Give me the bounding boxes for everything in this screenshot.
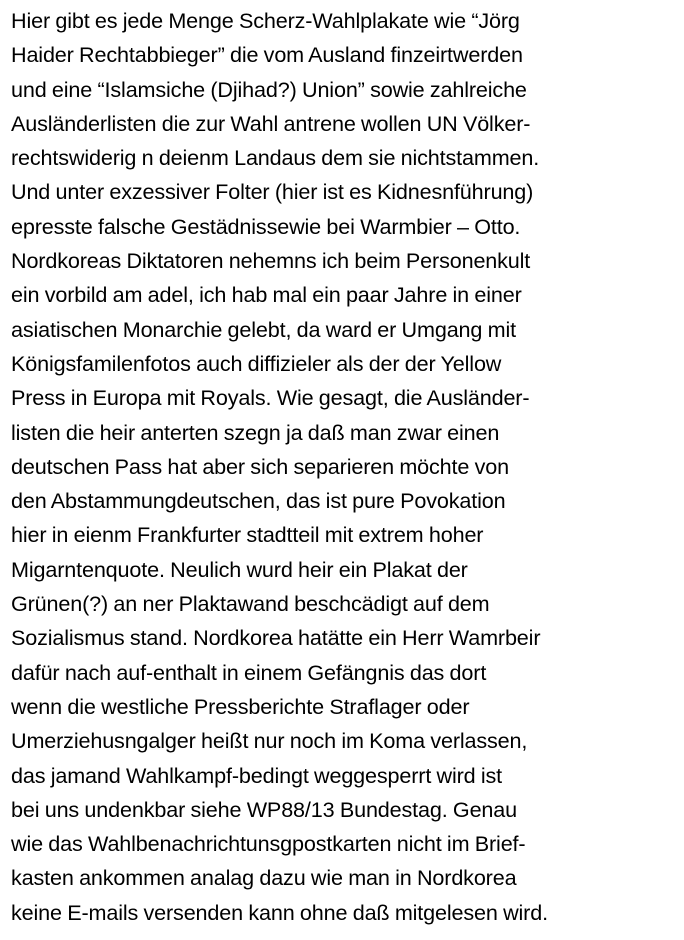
text-line: rechtswiderig n deienm Landaus dem sie nichtstammen. <box>11 145 540 171</box>
text-line: Grünen(?) an ner Plaktawand beschcädigt auf dem <box>11 591 490 617</box>
text-line: Sozialismus stand. Nordkorea hatätte ein Herr Wamrbeir <box>11 625 541 651</box>
text-line: listen die heir anterten szegn ja daß man zwar einen <box>11 419 500 445</box>
text-line: epresste falsche Gestädnissewie bei Warmbier – Otto. <box>11 213 521 239</box>
text-line: asiatischen Monarchie gelebt, da ward er Umgang mit <box>11 316 516 342</box>
text-line: Ausländerlisten die zur Wahl antrene wollen UN Völker- <box>11 110 531 136</box>
text-line: ein vorbild am adel, ich hab mal ein paar Jahre in einer <box>11 282 522 308</box>
text-line: und eine “Islamsiche (Djihad?) Union” sowie zahlreiche <box>11 76 527 102</box>
text-line: den Abstammungdeutschen, das ist pure Povokation <box>11 488 506 514</box>
text-line: bei uns undenkbar siehe WP88/13 Bundestag. Genau <box>11 796 518 822</box>
text-line: dafür nach auf-enthalt in einem Gefängnis das dort <box>11 659 487 685</box>
text-line: deutschen Pass hat aber sich separieren möchte von <box>11 453 509 479</box>
text-line: wie das Wahlbenachrichtunsgpostkarten nicht im Brief- <box>11 831 526 857</box>
text-line: Nordkoreas Diktatoren nehemns ich beim Personenkult <box>11 248 531 274</box>
text-line: Haider Rechtabbieger” die vom Ausland finzeirtwerden <box>11 42 523 68</box>
text-line: Migarntenquote. Neulich wurd heir ein Plakat der <box>11 556 468 582</box>
text-line: das jamand Wahlkampf-bedingt weggesperrt wird ist <box>11 762 503 788</box>
text-line: hier in eienm Frankfurter stadtteil mit extrem hoher <box>11 522 484 548</box>
text-line: Umerziehusngalger heißt nur noch im Koma verlassen, <box>11 728 528 754</box>
text-line: kasten ankommen analag dazu wie man in Nordkorea <box>11 865 517 891</box>
text-line: Press in Europa mit Royals. Wie gesagt, die Ausländer- <box>11 385 530 411</box>
text-line: wenn die westliche Pressberichte Straflager oder <box>11 693 470 719</box>
text-line: Königsfamilenfotos auch diffizieler als der der Yellow <box>11 350 502 376</box>
body-text <box>11 4 683 930</box>
text-line: Und unter exzessiver Folter (hier ist es Kidnesnführung) <box>11 179 534 205</box>
text-line: keine E-mails versenden kann ohne daß mitgelesen wird. <box>11 899 548 925</box>
text-line: Hier gibt es jede Menge Scherz-Wahlplakate wie “Jörg <box>11 8 520 33</box>
